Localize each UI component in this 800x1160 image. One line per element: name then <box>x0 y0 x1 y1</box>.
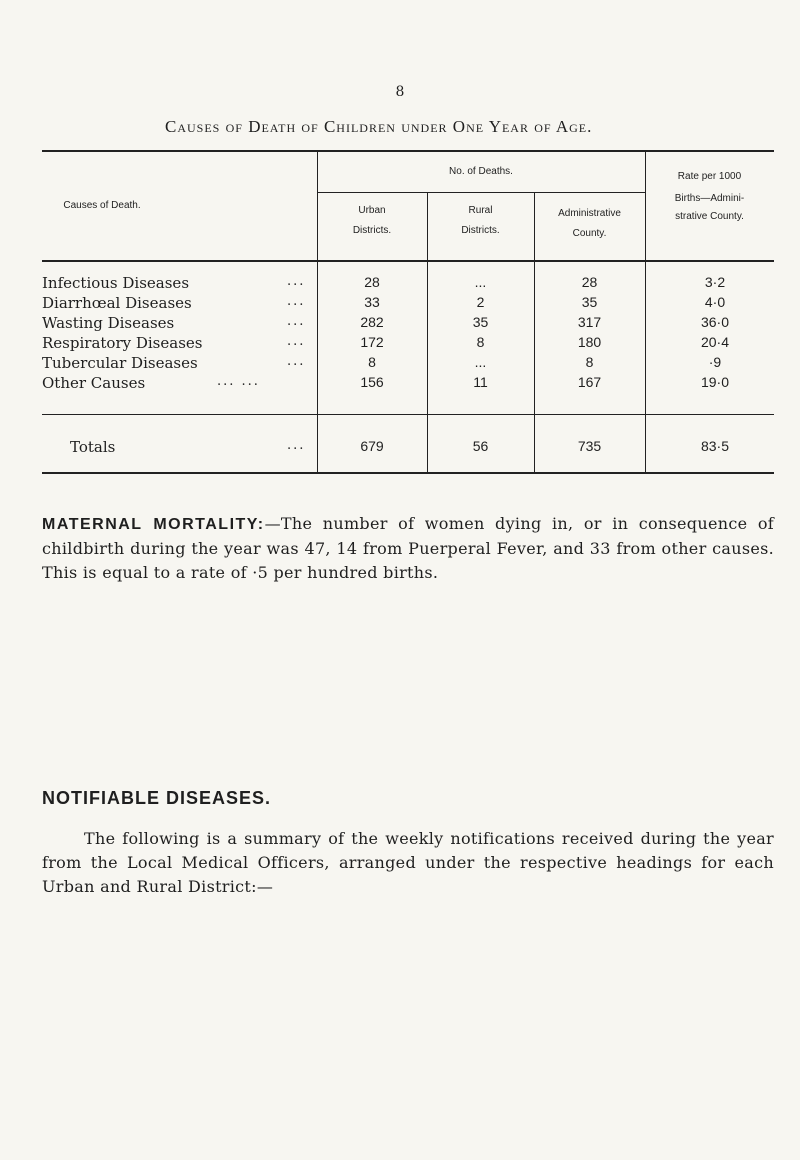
maternal-mortality-text: —The number of women dying in, or in consequence of childbirth during the year was 47, 14 from Puerperal Fever, and 33 from other causes. This is equal to a rate of ·5 per hundred births. <box>42 514 774 582</box>
row-rate: 4·0 <box>704 294 726 310</box>
table-row <box>42 374 774 394</box>
table-title: Causes of Death of Children under One Year of Age. <box>165 117 593 136</box>
totals-rural: 56 <box>472 438 489 454</box>
header-urban-line1: Urban <box>358 205 386 216</box>
row-dots: ... <box>287 334 306 349</box>
row-rural: 2 <box>476 294 485 310</box>
row-dots: ... <box>287 294 306 309</box>
row-rural: ... <box>474 354 487 370</box>
row-cause: Other Causes <box>42 374 146 392</box>
header-rural-line2: Districts. <box>461 225 500 236</box>
row-cause: Respiratory Diseases <box>42 334 203 352</box>
header-bottom-rule <box>42 260 774 262</box>
header-rate-line1: Rate per 1000 <box>677 171 742 182</box>
row-urban: 8 <box>368 354 376 370</box>
page-number: 8 <box>395 84 405 100</box>
table-row <box>42 334 774 354</box>
row-admin: 317 <box>577 314 602 330</box>
row-rural: 11 <box>473 374 488 390</box>
row-dots: ... <box>287 314 306 329</box>
row-rural: 8 <box>476 334 485 350</box>
row-dots: ... ... <box>217 374 260 389</box>
row-cause: Tubercular Diseases <box>42 354 198 372</box>
row-rural: 35 <box>472 314 489 330</box>
row-urban: 172 <box>360 334 384 350</box>
row-rate: 20·4 <box>700 334 730 350</box>
totals-top-rule <box>42 414 774 415</box>
header-rate-line3: strative County. <box>675 211 744 222</box>
row-admin: 28 <box>581 274 598 290</box>
totals-rate: 83·5 <box>700 438 730 454</box>
table-row <box>42 294 774 314</box>
row-rate: 19·0 <box>700 374 730 390</box>
row-admin: 167 <box>577 374 602 390</box>
header-rural-line1: Rural <box>468 205 493 216</box>
row-rate: 36·0 <box>700 314 730 330</box>
maternal-mortality-paragraph <box>42 512 774 585</box>
header-urban-line2: Districts. <box>352 225 392 236</box>
totals-dots: ... <box>287 438 306 453</box>
table-row <box>42 354 774 374</box>
row-rate: ·9 <box>708 354 722 370</box>
row-urban: 156 <box>360 374 384 390</box>
deaths-group-rule <box>317 192 645 193</box>
table-bottom-rule <box>42 472 774 474</box>
header-causes: Causes of Death. <box>63 200 141 211</box>
row-admin: 35 <box>581 294 598 310</box>
table-row <box>42 314 774 334</box>
header-rate-line2: Births—Admini- <box>674 193 745 204</box>
header-deaths-group: No. of Deaths. <box>449 166 513 177</box>
row-cause: Infectious Diseases <box>42 274 190 292</box>
row-urban: 33 <box>364 294 380 310</box>
row-cause: Diarrhœal Diseases <box>42 294 192 312</box>
header-admin-line2: County. <box>572 228 607 239</box>
table-top-rule <box>42 150 774 152</box>
notifiable-diseases-heading: NOTIFIABLE DISEASES. <box>42 788 272 808</box>
table-row <box>42 274 774 294</box>
totals-admin: 735 <box>577 438 602 454</box>
row-dots: ... <box>287 354 306 369</box>
totals-row <box>42 438 774 458</box>
header-admin-line1: Administrative <box>558 208 621 219</box>
notifiable-diseases-paragraph: The following is a summary of the weekly notifications received during the year from the Local Medical Officers, arranged under the respective headings for each Urban and Rural District:— <box>42 829 774 896</box>
row-rate: 3·2 <box>704 274 726 290</box>
totals-label: Totals <box>70 438 116 456</box>
row-admin: 8 <box>585 354 594 370</box>
mortality-table <box>42 150 800 470</box>
row-rural: ... <box>474 274 487 290</box>
row-urban: 28 <box>364 274 380 290</box>
row-urban: 282 <box>360 314 384 330</box>
totals-urban: 679 <box>360 438 384 454</box>
row-cause: Wasting Diseases <box>42 314 175 332</box>
row-admin: 180 <box>577 334 602 350</box>
maternal-mortality-heading: MATERNAL MORTALITY: <box>42 516 265 533</box>
row-dots: ... <box>287 274 306 289</box>
